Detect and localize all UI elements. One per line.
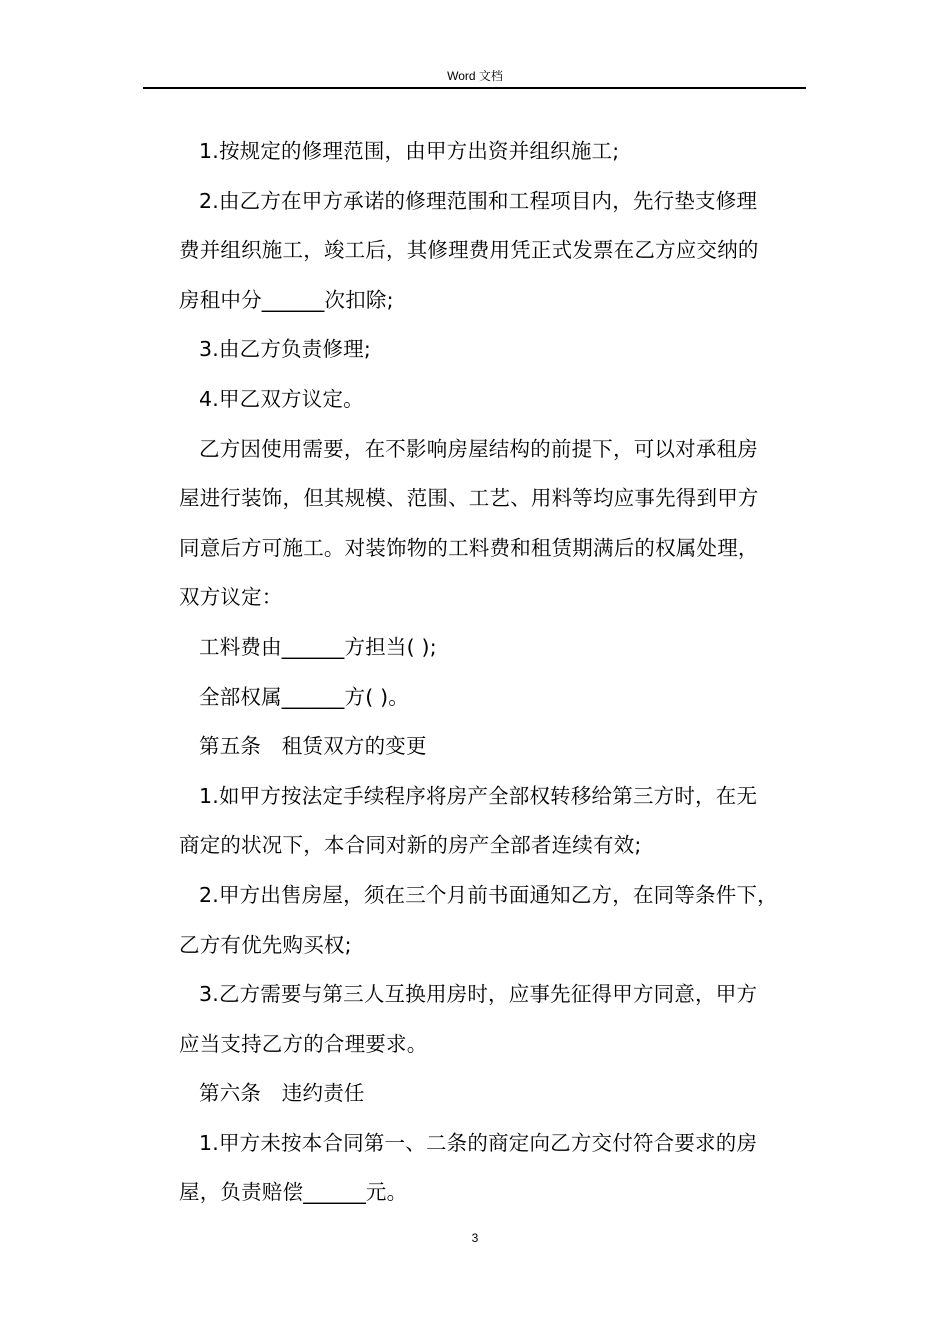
section-heading: 第五条 租赁双方的变更 xyxy=(199,734,427,759)
paragraph-line: 全部权属______方( )。 xyxy=(199,684,410,709)
page-number: 3 xyxy=(471,1231,479,1245)
paragraph-line: 2.由乙方在甲方承诺的修理范围和工程项目内，先行垫支修理 xyxy=(199,188,758,213)
paragraph-line: 双方议定： xyxy=(179,585,283,610)
paragraph-line: 1.甲方未按本合同第一、二条的商定向乙方交付符合要求的房 xyxy=(199,1130,758,1155)
paragraph-line: 4.甲乙双方议定。 xyxy=(199,386,364,411)
paragraph-line: 应当支持乙方的合理要求。 xyxy=(179,1031,428,1056)
paragraph-line: 屋进行装饰，但其规模、范围、工艺、用料等均应事先得到甲方 xyxy=(179,486,759,511)
paragraph-line: 乙方因使用需要，在不影响房屋结构的前提下，可以对承租房 xyxy=(199,436,758,461)
paragraph-line: 屋，负责赔偿______元。 xyxy=(179,1180,408,1205)
paragraph-line: 商定的状况下，本合同对新的房产全部者连续有效; xyxy=(179,833,642,858)
paragraph-line: 乙方有优先购买权; xyxy=(179,932,352,957)
paragraph-line: 房租中分______次扣除; xyxy=(179,287,394,312)
header-divider xyxy=(143,87,806,89)
paragraph-line: 工料费由______方担当( ); xyxy=(199,634,437,659)
paragraph-line: 3.乙方需要与第三人互换用房时，应事先征得甲方同意，甲方 xyxy=(199,982,758,1007)
paragraph-line: 3.由乙方负责修理; xyxy=(199,337,371,362)
page-header-title: Word 文档 xyxy=(447,69,503,83)
section-heading: 第六条 违约责任 xyxy=(199,1081,365,1106)
paragraph-line: 费并组织施工，竣工后，其修理费用凭正式发票在乙方应交纳的 xyxy=(179,238,759,263)
paragraph-line: 1.如甲方按法定手续程序将房产全部权转移给第三方时，在无 xyxy=(199,783,758,808)
document-body xyxy=(179,127,809,1218)
paragraph-line: 1.按规定的修理范围，由甲方出资并组织施工; xyxy=(199,139,620,163)
paragraph-line: 2.甲方出售房屋，须在三个月前书面通知乙方，在同等条件下， xyxy=(199,882,778,907)
paragraph-line: 同意后方可施工。对装饰物的工料费和租赁期满后的权属处理， xyxy=(179,535,759,560)
